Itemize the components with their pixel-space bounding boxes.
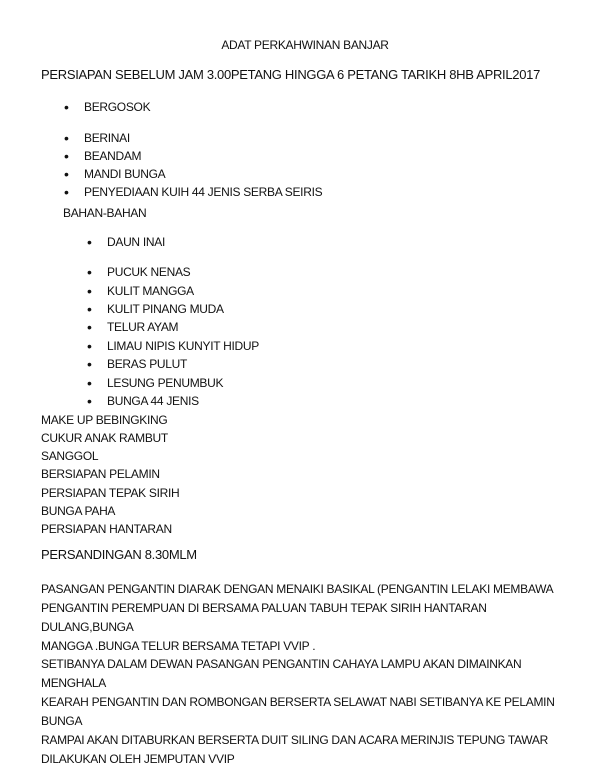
list-item: • DAUN INAI — [107, 235, 165, 249]
paragraph: PASANGAN PENGANTIN DIARAK DENGAN MENAIKI BASIKAL (PENGANTIN LELAKI MEMBAWA PENGANTIN PEREMPUAN DI BERSAMA PALUAN TABUH TEPAK SIRIH HANTARAN DULANG,BUNGA MANGGA .BUNGA TELUR BERSAMA TETAPI VVIP . — [41, 582, 554, 653]
list-item: • BERGOSOK — [84, 100, 150, 114]
list-item: • PENYEDIAAN KUIH 44 JENIS SERBA SEIRIS — [84, 185, 322, 199]
text-line: BUNGA PAHA — [41, 504, 116, 518]
text-line: SANGGOL — [41, 449, 99, 463]
list-item: • BUNGA 44 JENIS — [107, 394, 199, 408]
paragraph: SETIBANYA DALAM DEWAN PASANGAN PENGANTIN CAHAYA LAMPU AKAN DIMAINKAN MENGHALA KEARAH PENGANTIN DAN ROMBONGAN BERSERTA SELAWAT NABI SETIBANYA KE PELAMIN BUNGA RAMPAI AKAN DITABURKAN BERSERTA DUIT SILING DAN ACARA MERINJIS TEPUNG TAWAR DILAKUKAN OLEH JEMPUTAN VVIP — [41, 657, 555, 766]
text-line: BERSIAPAN PELAMIN — [41, 467, 160, 481]
section-heading-preparation: PERSIAPAN SEBELUM JAM 3.00PETANG HINGGA 6 PETANG TARIKH 8HB APRIL2017 — [41, 67, 540, 82]
text-line: PERSIAPAN HANTARAN — [41, 522, 172, 536]
list-item: • BERINAI — [84, 131, 130, 145]
list-item: • KULIT MANGGA — [107, 284, 194, 298]
document-title: ADAT PERKAHWINAN BANJAR — [221, 38, 389, 52]
list-item: • KULIT PINANG MUDA — [107, 302, 224, 316]
list-item: • PUCUK NENAS — [107, 265, 190, 279]
list-item: • LIMAU NIPIS KUNYIT HIDUP — [107, 339, 259, 353]
text-line: PERSIAPAN TEPAK SIRIH — [41, 486, 180, 500]
list-item: • LESUNG PENUMBUK — [107, 376, 223, 390]
section-heading-wedding: PERSANDINGAN 8.30MLM — [41, 547, 197, 562]
text-line: CUKUR ANAK RAMBUT — [41, 431, 168, 445]
list-item: • BERAS PULUT — [107, 357, 187, 371]
list-item: • BEANDAM — [84, 149, 141, 163]
list-item: • MANDI BUNGA — [84, 167, 165, 181]
list-item: • TELUR AYAM — [107, 320, 178, 334]
materials-label: BAHAN-BAHAN — [63, 206, 147, 220]
text-line: MAKE UP BEBINGKING — [41, 413, 168, 427]
